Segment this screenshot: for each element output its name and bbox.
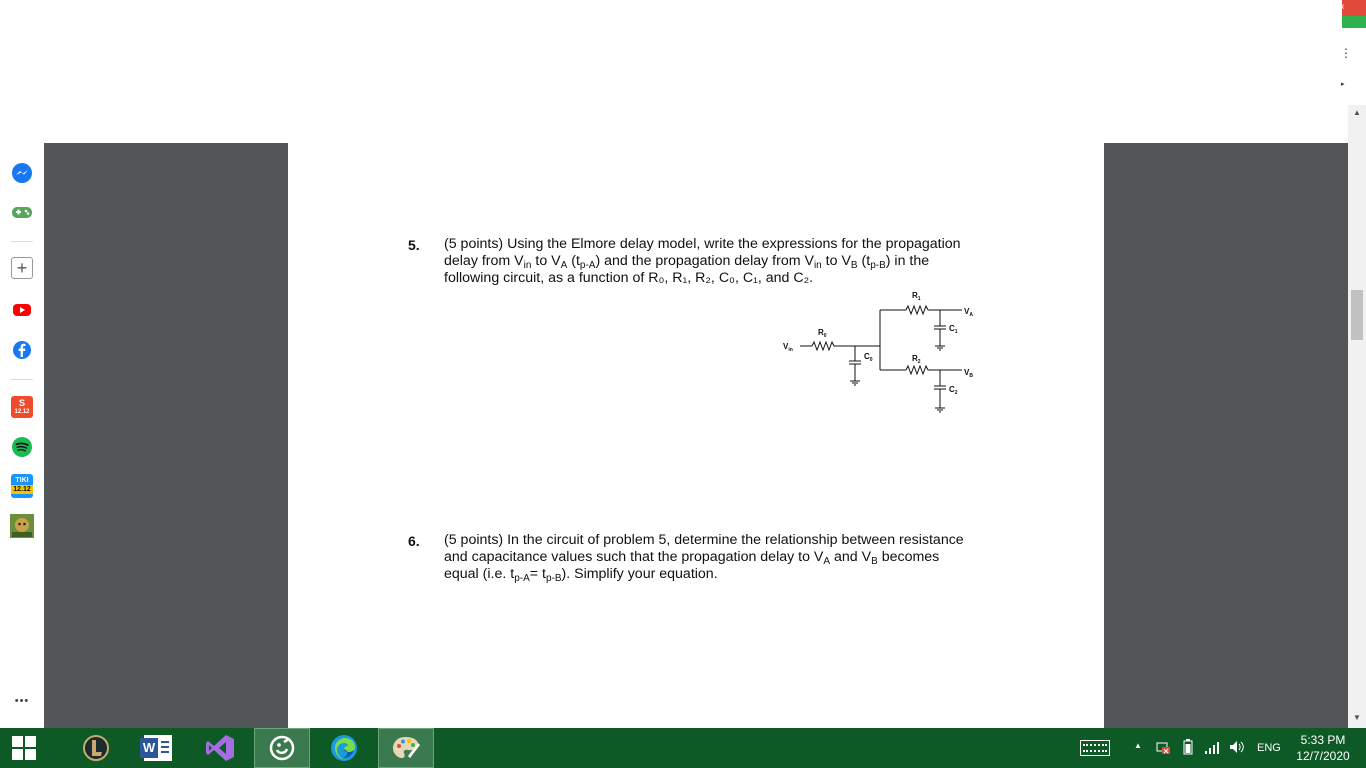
question-6-line-2: and capacitance values such that the propagation delay to $V_A$ and $V_B$ becomes (444, 549, 940, 567)
tiki-icon[interactable] (10, 474, 34, 498)
show-hidden-icons-icon[interactable]: ▲ (1134, 741, 1142, 750)
volume-icon[interactable] (1228, 739, 1246, 758)
windows-icon (11, 735, 37, 761)
r2-label: $R_2$ (912, 354, 921, 365)
question-5-line-3: following circuit, as a function of R₀, R₁, R₂, C₀, C₁, and C₂. (444, 270, 814, 286)
r0-label: $R_0$ (818, 328, 827, 339)
question-6-number: 6. (408, 533, 420, 549)
sidebar-divider (11, 241, 33, 242)
clock-time: 5:33 PM (1300, 733, 1346, 747)
window-accent-red (1342, 0, 1366, 16)
c2-label: $C_2$ (949, 385, 958, 396)
game-thumb-icon[interactable] (10, 514, 34, 538)
clock-date: 12/7/2020 (1296, 749, 1350, 763)
pdf-viewer (44, 143, 1348, 728)
question-6-line-1: (5 points) In the circuit of problem 5, determine the relationship between resistance (444, 532, 964, 548)
rc-circuit-diagram (782, 283, 992, 418)
scroll-up-icon[interactable]: ▲ (1353, 108, 1361, 117)
r1-label: $R_1$ (912, 291, 921, 302)
va-label: $V_A$ (964, 307, 973, 318)
touch-keyboard-icon[interactable] (1080, 740, 1110, 756)
word-icon[interactable] (130, 728, 186, 768)
league-of-legends-icon[interactable] (68, 728, 124, 768)
vin-label: $V_{in}$ (783, 342, 793, 353)
tiki-label: TIKI (15, 477, 29, 484)
question-5-line-1: (5 points) Using the Elmore delay model, write the expressions for the propagation (444, 236, 961, 252)
document-page (288, 143, 1104, 728)
language-indicator[interactable]: ENG (1257, 742, 1281, 754)
vb-label: $V_B$ (964, 368, 973, 379)
word-letter: W (140, 738, 158, 758)
edge-icon[interactable] (316, 728, 372, 768)
youtube-icon[interactable] (10, 298, 34, 322)
menu-icon[interactable]: ⋮ (1340, 46, 1352, 60)
coccoc-icon[interactable] (254, 728, 310, 768)
network-warning-icon[interactable] (1156, 739, 1172, 755)
spotify-icon[interactable] (10, 435, 34, 459)
sidebar (0, 143, 45, 728)
sidebar-divider (11, 379, 33, 380)
scroll-down-icon[interactable]: ▼ (1353, 713, 1361, 722)
c0-label: $C_0$ (864, 352, 873, 363)
shopee-bag-icon: S (18, 398, 25, 408)
facebook-icon[interactable] (10, 338, 34, 362)
more-icon[interactable]: ••• (14, 695, 30, 707)
close-icon[interactable]: × (1339, 2, 1345, 13)
arrow-right-icon[interactable]: ▸ (1341, 81, 1345, 88)
c1-label: $C_1$ (949, 324, 958, 335)
question-6-line-3: equal (i.e. $t_{p-A}= t_{p-B}$). Simplify your equation. (444, 566, 718, 584)
taskbar (0, 728, 1366, 768)
shopee-icon[interactable] (10, 395, 34, 419)
question-5-number: 5. (408, 237, 420, 253)
shopee-sale-label: 12.12 (14, 409, 30, 415)
games-icon[interactable] (10, 200, 34, 224)
clock[interactable] (1286, 732, 1360, 764)
battery-icon (1180, 739, 1196, 758)
start-button[interactable] (0, 728, 48, 768)
visual-studio-icon[interactable] (192, 728, 248, 768)
messenger-icon[interactable] (10, 161, 34, 185)
paint-icon[interactable] (378, 728, 434, 768)
signal-icon[interactable] (1204, 740, 1222, 757)
window-accent-green (1342, 16, 1366, 28)
tiki-sale-label: 12.12 (11, 485, 33, 494)
question-5-line-2: delay from $V_{in}$ to $V_A$ $(t_{p-A})$ and the propagation delay from $V_{in}$ to $V_B$ $(t_{p-B})$ in the (444, 253, 930, 271)
add-icon[interactable]: + (11, 257, 33, 279)
browser-content-top (0, 0, 1342, 143)
vertical-scrollbar[interactable] (1348, 105, 1366, 728)
scroll-thumb[interactable] (1351, 290, 1363, 340)
